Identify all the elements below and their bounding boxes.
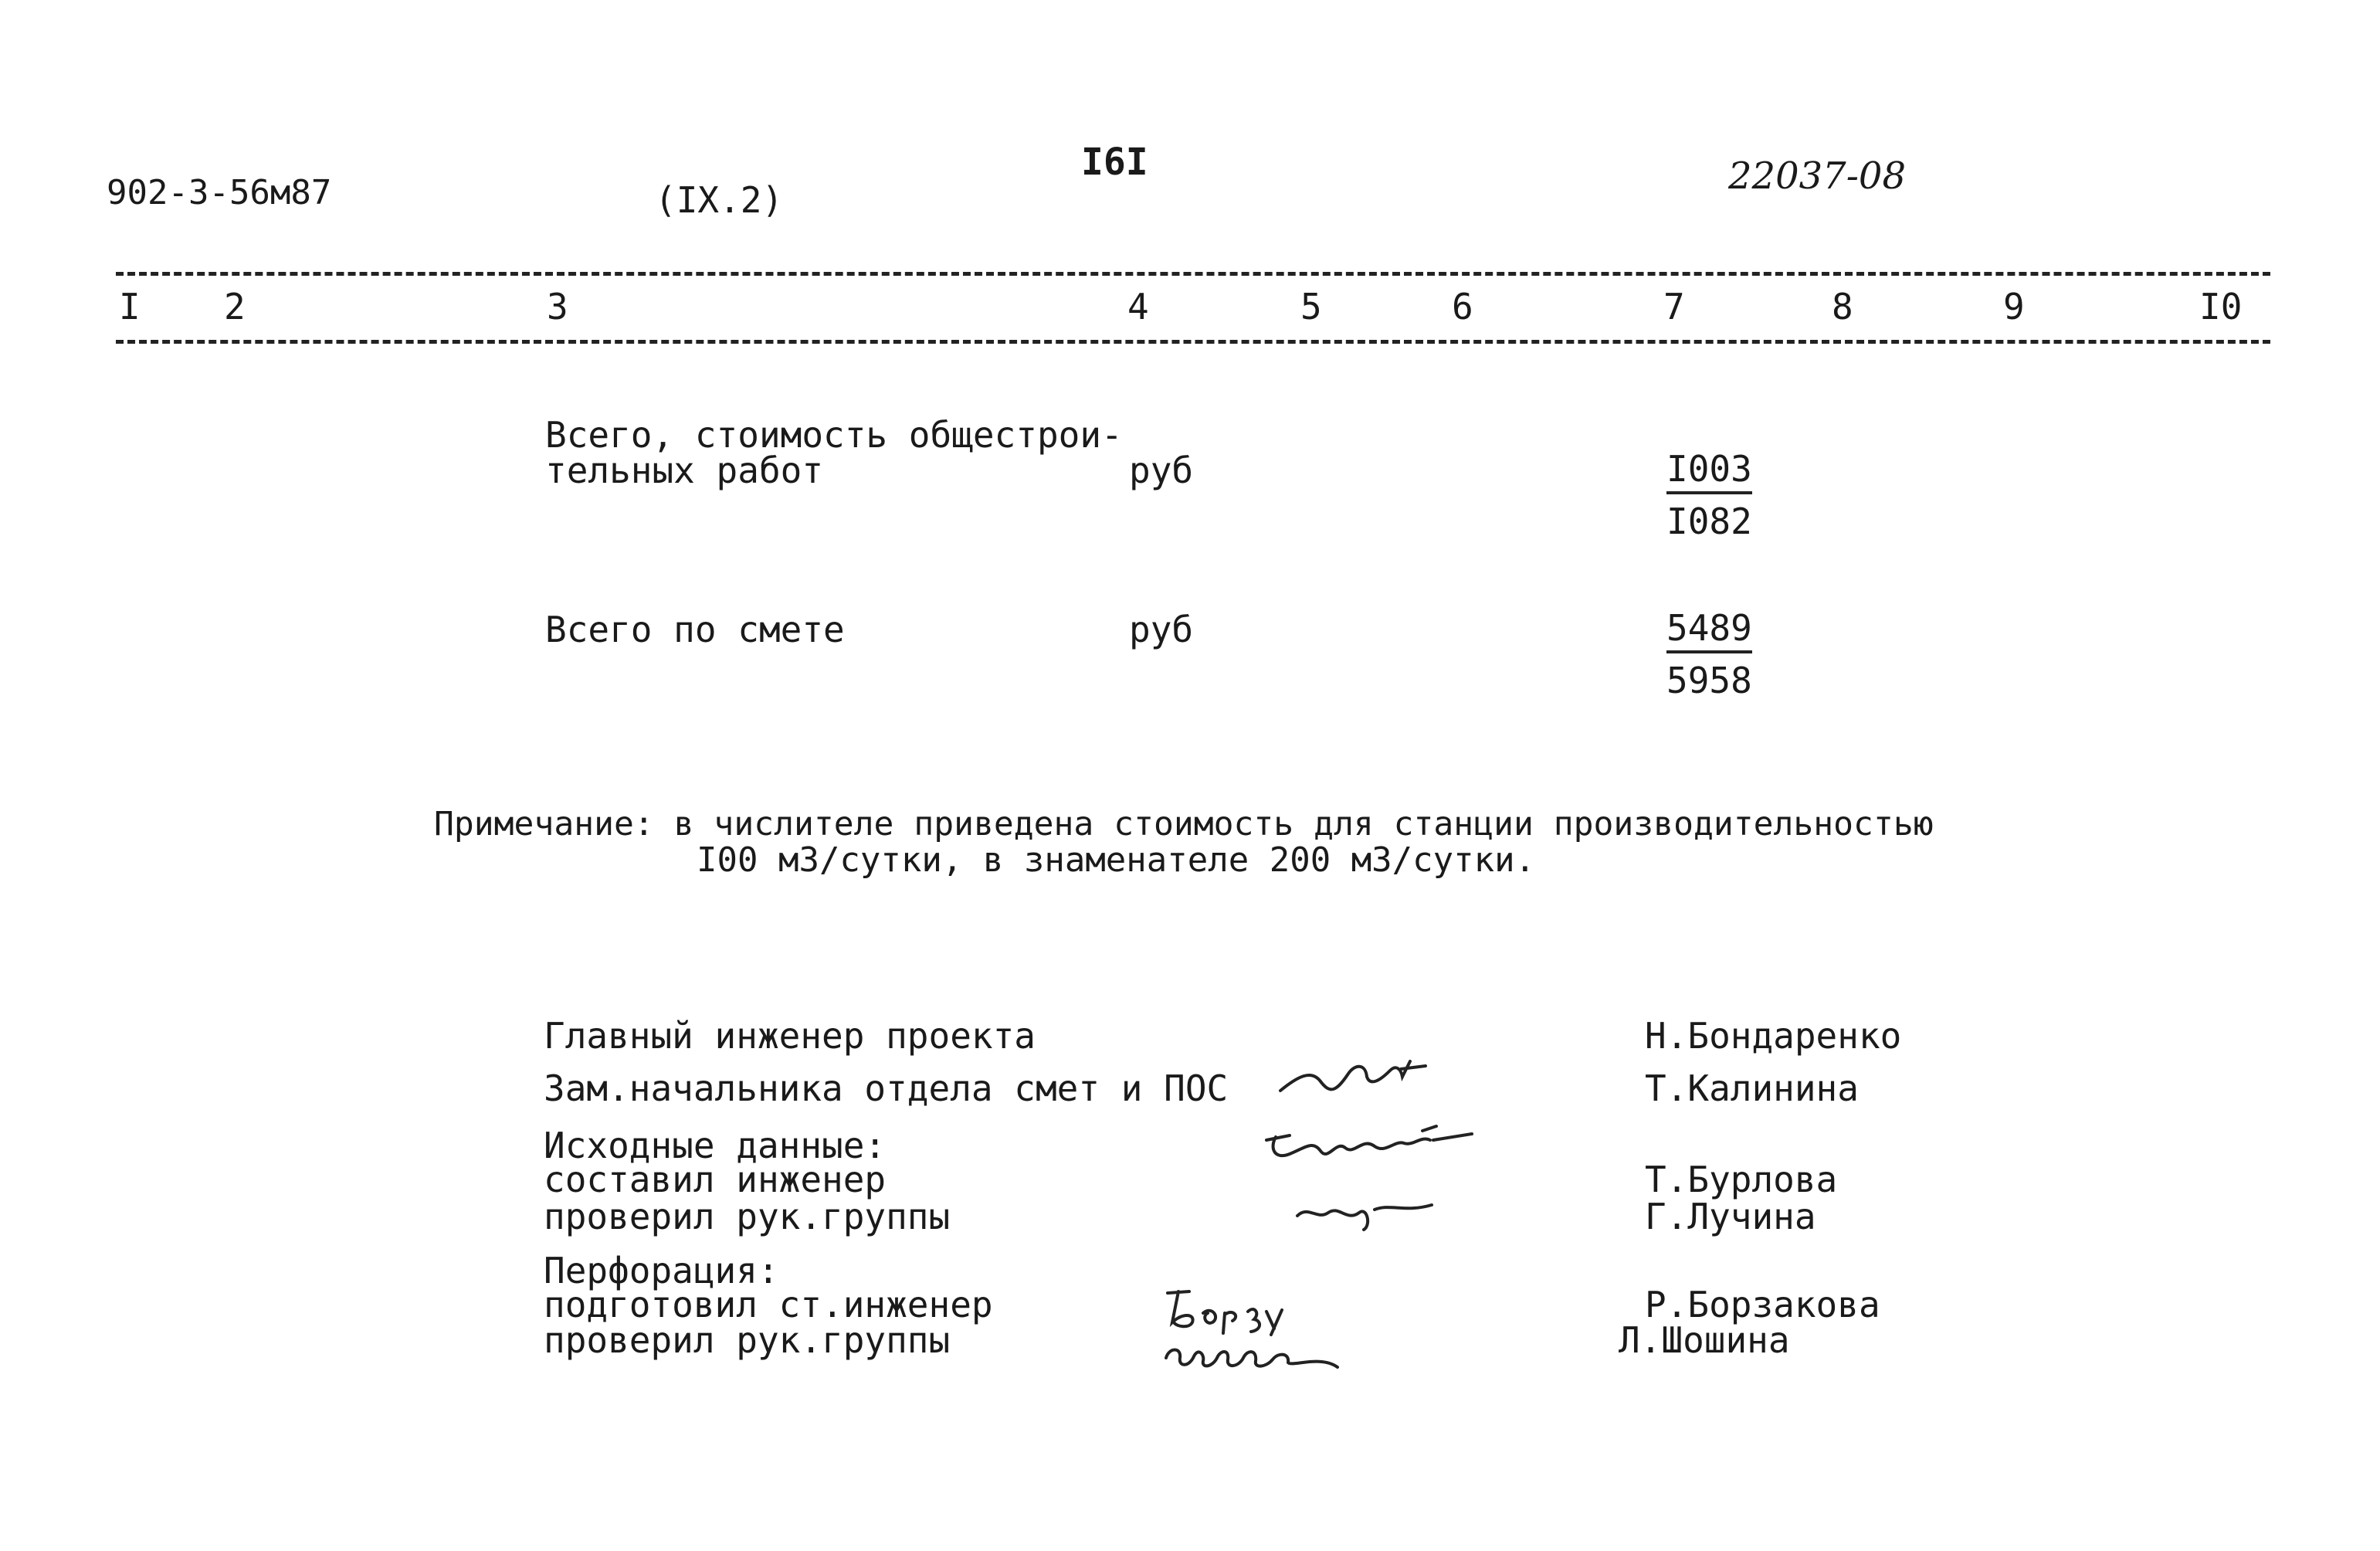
row-denominator: 5958: [1666, 660, 1752, 701]
row-unit: руб: [1129, 450, 1194, 491]
column-header: 5: [1300, 286, 1322, 328]
checked-name: Г.Лучина: [1645, 1196, 1816, 1237]
signature-luchina: [1290, 1182, 1436, 1236]
row-label: Всего, стоимость общестрои-: [545, 414, 1123, 456]
column-header: 3: [547, 286, 568, 328]
note-line-1: Примечание: в числителе приведена стоимость для станции производительностью: [434, 805, 1934, 843]
row-label: Всего по смете: [545, 609, 845, 650]
row-unit: руб: [1129, 609, 1194, 650]
prepared-label: подготовил ст.инженер: [544, 1284, 993, 1325]
column-header: 9: [2003, 286, 2025, 328]
signature-shoshina: [1158, 1324, 1344, 1378]
project-number: 22037-08: [1728, 154, 1906, 198]
compiled-label: составил инженер: [544, 1159, 887, 1200]
column-header-bottom-rule: [116, 340, 2270, 344]
source-data-label: Исходные данные:: [544, 1125, 887, 1166]
row-denominator: I082: [1666, 501, 1752, 542]
signature-burlova: [1259, 1117, 1475, 1179]
column-header: 8: [1832, 286, 1853, 328]
perf-checked-name: Л.Шошина: [1619, 1319, 1790, 1361]
chief-engineer-label: Главный инженер проекта: [544, 1015, 1036, 1057]
column-header: I: [119, 286, 141, 328]
page-number: I6I: [1081, 141, 1148, 184]
column-header-top-rule: [116, 272, 2270, 276]
column-header: 2: [224, 286, 246, 328]
column-header: 6: [1452, 286, 1473, 328]
document-code: 902-3-56м87: [107, 173, 332, 212]
compiled-name: Т.Бурлова: [1645, 1159, 1838, 1200]
column-header: 7: [1663, 286, 1685, 328]
prepared-name: Р.Борзакова: [1645, 1284, 1880, 1325]
deputy-name: Т.Калинина: [1645, 1067, 1859, 1109]
column-header: I0: [2199, 286, 2243, 328]
checked-label: проверил рук.группы: [544, 1196, 951, 1237]
perforation-label: Перфорация:: [544, 1250, 779, 1291]
note-line-2: I00 м3/сутки, в знаменателе 200 м3/сутки.: [697, 840, 1536, 880]
chief-engineer-name: Н.Бондаренко: [1645, 1015, 1902, 1057]
perf-checked-label: проверил рук.группы: [544, 1319, 951, 1361]
row-numerator: 5489: [1666, 610, 1752, 646]
column-header: 4: [1127, 286, 1149, 328]
row-label: тельных работ: [545, 450, 824, 491]
row-numerator: I003: [1666, 451, 1752, 487]
section-number: (IX.2): [655, 179, 784, 221]
signature-kalinina: [1274, 1046, 1429, 1108]
deputy-label: Зам.начальника отдела смет и ПОС: [544, 1067, 1229, 1109]
